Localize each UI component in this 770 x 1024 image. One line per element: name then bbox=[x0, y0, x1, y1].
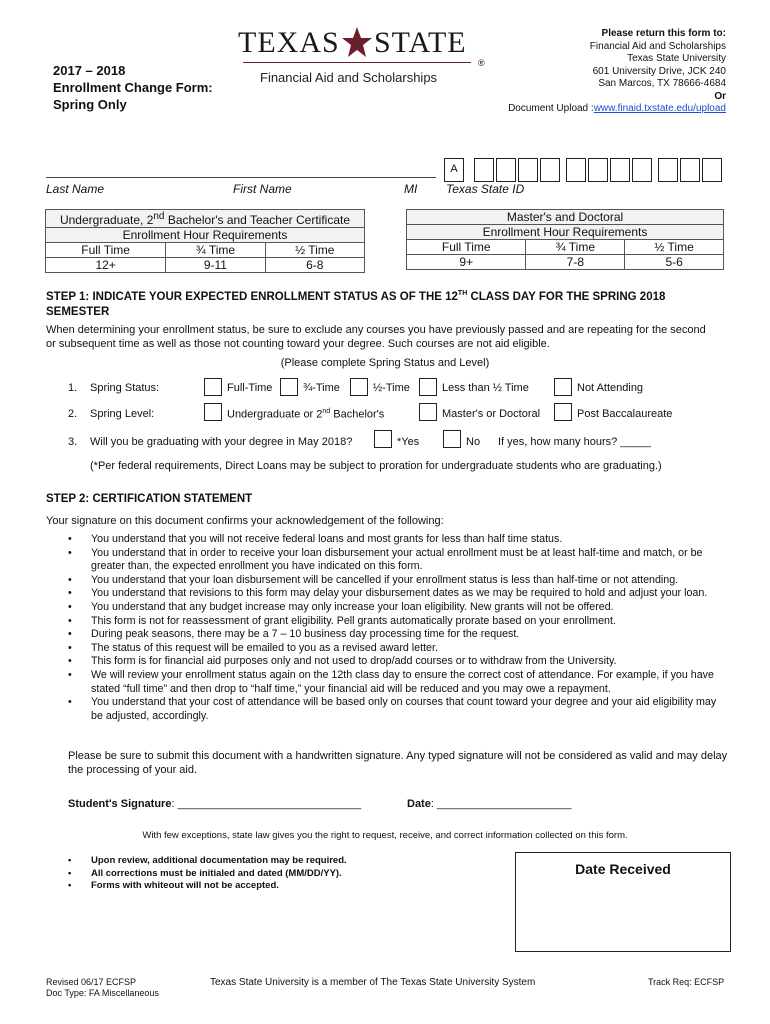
return-line: San Marcos, TX 78666-4684 bbox=[598, 78, 726, 89]
id-digit-box[interactable] bbox=[566, 158, 586, 182]
date-received-box bbox=[515, 852, 731, 952]
office-notes-list bbox=[68, 855, 498, 893]
id-digit-box[interactable] bbox=[632, 158, 652, 182]
less-than-half-time-checkbox[interactable] bbox=[419, 378, 437, 396]
list-item: • Upon review, additional documentation may be required. bbox=[68, 855, 498, 868]
date-label: Date bbox=[407, 798, 431, 810]
last-name-label: Last Name bbox=[46, 182, 105, 196]
table-value-cell: 7-8 bbox=[526, 255, 625, 270]
full-time-checkbox[interactable] bbox=[204, 378, 222, 396]
table-value-cell: 5-6 bbox=[625, 255, 724, 270]
revision-info bbox=[46, 977, 159, 999]
step1-heading-line: SEMESTER bbox=[46, 305, 110, 318]
graduating-hours-field[interactable]: If yes, how many hours? _____ bbox=[498, 436, 651, 448]
full-time-label: Full-Time bbox=[227, 382, 273, 394]
not-attending-checkbox[interactable] bbox=[554, 378, 572, 396]
masters-doctoral-label: Master's or Doctoral bbox=[442, 408, 541, 420]
return-heading: Please return this form to: bbox=[601, 28, 726, 39]
id-digit-box[interactable] bbox=[518, 158, 538, 182]
table-header-cell: ½ Time bbox=[625, 240, 724, 255]
three-quarter-time-label: ¾-Time bbox=[303, 382, 340, 394]
logo-word-texas: TEXAS bbox=[238, 26, 340, 59]
system-member-note: Texas State University is a member of The Texas State University System bbox=[210, 977, 536, 988]
name-signature-line bbox=[46, 177, 436, 178]
q1-number: 1. bbox=[68, 382, 78, 394]
texas-state-id-label: Texas State ID bbox=[446, 182, 525, 196]
graduate-table-subtitle: Enrollment Hour Requirements bbox=[407, 225, 724, 240]
date-received-label: Date Received bbox=[575, 861, 671, 877]
step1-instructions bbox=[46, 323, 736, 351]
id-digit-box[interactable] bbox=[588, 158, 608, 182]
id-prefix-box: A bbox=[444, 158, 464, 182]
handwritten-signature-note: Please be sure to submit this document with a handwritten signature. Any typed signature will not be considered as valid and may delay the processing of your aid. bbox=[68, 750, 728, 776]
undergrad-table-title: Undergraduate, 2nd Bachelor's and Teacher Certificate bbox=[46, 210, 365, 228]
list-item: • You understand that you will not receive federal loans and most grants for less than half time status. bbox=[68, 533, 728, 547]
logo-rule bbox=[243, 62, 471, 63]
list-item: • We will review your enrollment status again on the 12th class day to ensure the correct cost of attendance. For example, if you have stated “full time” and then drop to “half time,” your financial aid will be reduced and you may owe a repayment. bbox=[68, 669, 728, 696]
list-item: • The status of this request will be emailed to you as a revised award letter. bbox=[68, 642, 728, 656]
id-digit-box[interactable] bbox=[610, 158, 630, 182]
table-value-cell: 9+ bbox=[407, 255, 526, 270]
id-digit-box[interactable] bbox=[496, 158, 516, 182]
step1-heading bbox=[46, 286, 736, 320]
registered-mark: ® bbox=[478, 58, 485, 68]
graduate-hours-table bbox=[406, 209, 724, 270]
list-item: • During peak seasons, there may be a 7 – 10 business day processing time for the request. bbox=[68, 628, 728, 642]
upload-line bbox=[508, 103, 726, 116]
id-digit-box[interactable] bbox=[658, 158, 678, 182]
signature-label: Student's Signature bbox=[68, 798, 172, 810]
step2-intro: Your signature on this document confirms your acknowledgement of the following: bbox=[46, 515, 444, 527]
upload-link[interactable]: www.finaid.txstate.edu/upload bbox=[593, 103, 726, 114]
logo-word-state: STATE bbox=[374, 26, 467, 59]
step1-heading-line: STEP 1: INDICATE YOUR EXPECTED ENROLLMENT STATUS AS OF THE 12TH CLASS DAY FOR THE SPRING 2018 bbox=[46, 290, 666, 303]
table-header-cell: ¾ Time bbox=[166, 243, 265, 258]
list-item: • Forms with whiteout will not be accepted. bbox=[68, 880, 498, 893]
complete-note: (Please complete Spring Status and Level) bbox=[280, 357, 490, 369]
form-title-year: 2017 – 2018 bbox=[53, 63, 126, 78]
undergrad-hours-table bbox=[45, 209, 365, 273]
post-baccalaureate-checkbox[interactable] bbox=[554, 403, 572, 421]
return-line: Financial Aid and Scholarships bbox=[589, 40, 726, 52]
signature-date-field[interactable] bbox=[407, 798, 572, 810]
not-attending-label: Not Attending bbox=[577, 382, 644, 394]
form-title-term: Spring Only bbox=[53, 97, 127, 112]
less-than-half-time-label: Less than ½ Time bbox=[442, 382, 529, 394]
state-law-notice: With few exceptions, state law gives you the right to request, receive, and correct information collected on this form. bbox=[142, 830, 628, 841]
step2-heading: STEP 2: CERTIFICATION STATEMENT bbox=[46, 493, 253, 505]
star-icon bbox=[342, 26, 372, 60]
table-header-cell: Full Time bbox=[46, 243, 166, 258]
id-digit-box[interactable] bbox=[680, 158, 700, 182]
date-blank: : ______________________ bbox=[430, 798, 572, 810]
return-address bbox=[508, 28, 726, 116]
graduate-table-title: Master's and Doctoral bbox=[407, 210, 724, 225]
list-item: • You understand that any budget increase may only increase your loan eligibility. New grants will not be offered. bbox=[68, 601, 728, 615]
q2-number: 2. bbox=[68, 408, 78, 420]
student-signature-field[interactable] bbox=[68, 798, 361, 810]
graduating-yes-checkbox[interactable] bbox=[374, 430, 392, 448]
masters-doctoral-checkbox[interactable] bbox=[419, 403, 437, 421]
return-line: 601 University Drive, JCK 240 bbox=[592, 65, 726, 77]
return-line: Texas State University bbox=[627, 53, 726, 64]
logo-subtitle: Financial Aid and Scholarships bbox=[260, 70, 438, 85]
list-item: • This form is for financial aid purposes only and not used to drop/add courses or to withdraw from the University. bbox=[68, 655, 728, 669]
table-header-cell: Full Time bbox=[407, 240, 526, 255]
three-quarter-time-checkbox[interactable] bbox=[280, 378, 298, 396]
undergrad-table-subtitle: Enrollment Hour Requirements bbox=[46, 228, 365, 243]
q3-label: Will you be graduating with your degree in May 2018? bbox=[90, 436, 353, 448]
step1-instruction-line: When determining your enrollment status, be sure to exclude any courses you have previously passed and are repeating for the second bbox=[46, 324, 706, 336]
return-or: Or bbox=[714, 90, 726, 102]
table-value-cell: 9-11 bbox=[166, 258, 265, 273]
table-value-cell: 6-8 bbox=[265, 258, 364, 273]
track-req: Track Req: ECFSP bbox=[648, 977, 725, 987]
half-time-label: ½-Time bbox=[373, 382, 410, 394]
form-title-name: Enrollment Change Form: bbox=[53, 80, 213, 95]
half-time-checkbox[interactable] bbox=[350, 378, 368, 396]
graduating-yes-label: *Yes bbox=[397, 436, 420, 448]
id-digit-box[interactable] bbox=[474, 158, 494, 182]
table-header-cell: ¾ Time bbox=[526, 240, 625, 255]
graduating-no-label: No bbox=[466, 436, 481, 448]
undergraduate-label: Undergraduate or 2nd Bachelor's bbox=[227, 408, 385, 421]
list-item: • You understand that your loan disbursement will be cancelled if your enrollment status is less than half-time or not attending. bbox=[68, 574, 728, 588]
id-digit-box[interactable] bbox=[702, 158, 722, 182]
list-item: • You understand that in order to receive your loan disbursement your actual enrollment must be at least half-time and match, or be greater than, the expected enrollment you have indicated on this form. bbox=[68, 547, 728, 574]
list-item: • All corrections must be initialed and dated (MM/DD/YY). bbox=[68, 868, 498, 881]
step1-instruction-line: or subsequent time as well as those not counting toward your degree. Such courses are not aid eligible. bbox=[46, 338, 550, 350]
doc-type: Doc Type: FA Miscellaneous bbox=[46, 988, 159, 998]
undergraduate-checkbox[interactable] bbox=[204, 403, 222, 421]
list-item: • You understand that your cost of attendance will be based only on courses that count toward your degree and your aid eligibility may be adjusted, accordingly. bbox=[68, 696, 728, 723]
table-header-cell: ½ Time bbox=[265, 243, 364, 258]
form-title bbox=[53, 62, 213, 113]
signature-blank: : ______________________________ bbox=[171, 798, 362, 810]
list-item: • This form is not for reassessment of grant eligibility. Pell grants automatically prorate based on your enrollment. bbox=[68, 615, 728, 629]
texas-state-logo bbox=[238, 26, 483, 96]
mi-label: MI bbox=[404, 182, 418, 196]
certification-list bbox=[68, 533, 728, 723]
id-digit-box[interactable] bbox=[540, 158, 560, 182]
post-baccalaureate-label: Post Baccalaureate bbox=[577, 408, 673, 420]
table-value-cell: 12+ bbox=[46, 258, 166, 273]
q1-label: Spring Status: bbox=[90, 382, 160, 394]
list-item: • You understand that revisions to this form may delay your disbursement dates as we may be required to hold and adjust your loan. bbox=[68, 587, 728, 601]
q3-number: 3. bbox=[68, 436, 78, 448]
graduating-no-checkbox[interactable] bbox=[443, 430, 461, 448]
proration-footnote: (*Per federal requirements, Direct Loans may be subject to proration for undergraduate students who are graduating.) bbox=[90, 460, 662, 472]
q2-label: Spring Level: bbox=[90, 408, 155, 420]
upload-label: Document Upload : bbox=[508, 103, 594, 114]
first-name-label: First Name bbox=[233, 182, 292, 196]
revised-date: Revised 06/17 ECFSP bbox=[46, 977, 137, 987]
